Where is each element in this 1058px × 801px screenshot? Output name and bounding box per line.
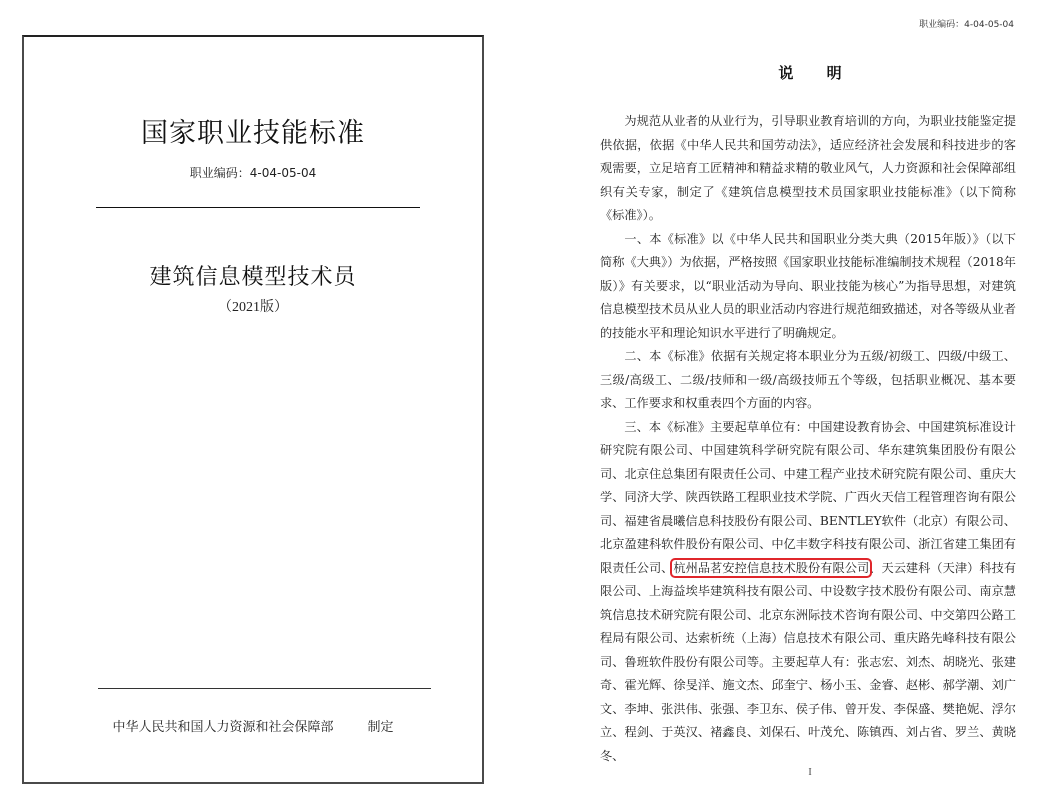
bottom-divider xyxy=(98,688,431,689)
cover-title: 国家职业技能标准 xyxy=(141,118,365,149)
top-divider xyxy=(96,207,420,208)
paragraph-two: 二、本《标准》依据有关规定将本职业分为五级/初级工、四级/中级工、三级/高级工、二级/技师和一级/高级技师五个等级，包括职业概况、基本要求、工作要求和权重表四个方面的内容。 xyxy=(600,349,1016,410)
header-occupation-code: 职业编码：4-04-05-04 xyxy=(919,20,1014,30)
issuer-name: 中华人民共和国人力资源和社会保障部 xyxy=(112,720,334,735)
cover-occupation-code: 职业编码：4-04-05-04 xyxy=(189,166,317,180)
paragraph-intro: 为规范从业者的从业行为，引导职业教育培训的方向，为职业技能鉴定提供依据，依据《中华人民共和国劳动法》，适应经济社会发展和科技进步的客观需要，立足培育工匠精神和精益求精的敬业风气，人力资源和社会保障部组织有关专家，制定了《建筑信息模型技术员国家职业技能标准》（以下简称《标准》）。 xyxy=(600,114,1016,222)
occupation-name: 建筑信息模型技术员 xyxy=(149,265,357,290)
section-title: 说 明 xyxy=(778,64,856,82)
paragraph-one: 一、本《标准》以《中华人民共和国职业分类大典（2015年版）》（以下简称《大典》）为依据，严格按照《国家职业技能标准编制技术规程（2018年版）》有关要求，以“职业活动为导向、职业技能为核心”为指导思想，对建筑信息模型技术员从业人员的职业活动内容进行规范细致描述，对各等级从业者的技能水平和理论知识水平进行了明确规定。 xyxy=(600,231,1016,340)
issuer-action: 制定 xyxy=(367,720,394,735)
cover-page xyxy=(22,35,484,784)
paragraph-three xyxy=(600,416,1016,769)
explanation-page xyxy=(590,0,1030,801)
highlighted-company: 杭州品茗安控信息技术股份有限公司 xyxy=(673,560,870,575)
page-number: I xyxy=(808,767,812,778)
explanation-body xyxy=(600,110,1016,768)
edition-label: （2021版） xyxy=(218,300,288,315)
drafting-units-after: 、天云建科（天津）科技有限公司、上海益埃毕建筑科技有限公司、中设数字技术股份有限公司、南京慧筑信息技术研究院有限公司、北京东洲际技术咨询有限公司、中交第四公路工程局有限公司、达索析统（上海）信息技术有限公司、重庆路先峰科技有限公司、鲁班软件股份有限公司等。主要起草人有：张志宏、刘杰、胡晓光、张建奇、霍光辉、徐旻洋、施文杰、邱奎宁、杨小玉、金睿、赵彬、郝学潮、刘广文、李坤、张洪伟、张强、李卫东、侯子伟、曾开发、李保盛、樊艳妮、浮尔立、程剑、于英汉、褚鑫良、刘保石、叶茂允、陈镇西、刘占省、罗兰、黄晓冬、 xyxy=(600,560,1017,763)
issuer-line xyxy=(24,716,482,735)
drafting-units-before: 三、本《标准》主要起草单位有：中国建设教育协会、中国建筑标准设计研究院有限公司、中国建筑科学研究院有限公司、华东建筑集团股份有限公司、北京住总集团有限责任公司、中建工程产业技术研究院有限公司、重庆大学、同济大学、陕西铁路工程职业技术学院、广西火天信工程管理咨询有限公司、福建省晨曦信息科技股份有限公司、BENTLEY软件（北京）有限公司、北京盈建科软件股份有限公司、中亿丰数字科技有限公司、浙江省建工集团有限责任公司、 xyxy=(600,419,1016,575)
